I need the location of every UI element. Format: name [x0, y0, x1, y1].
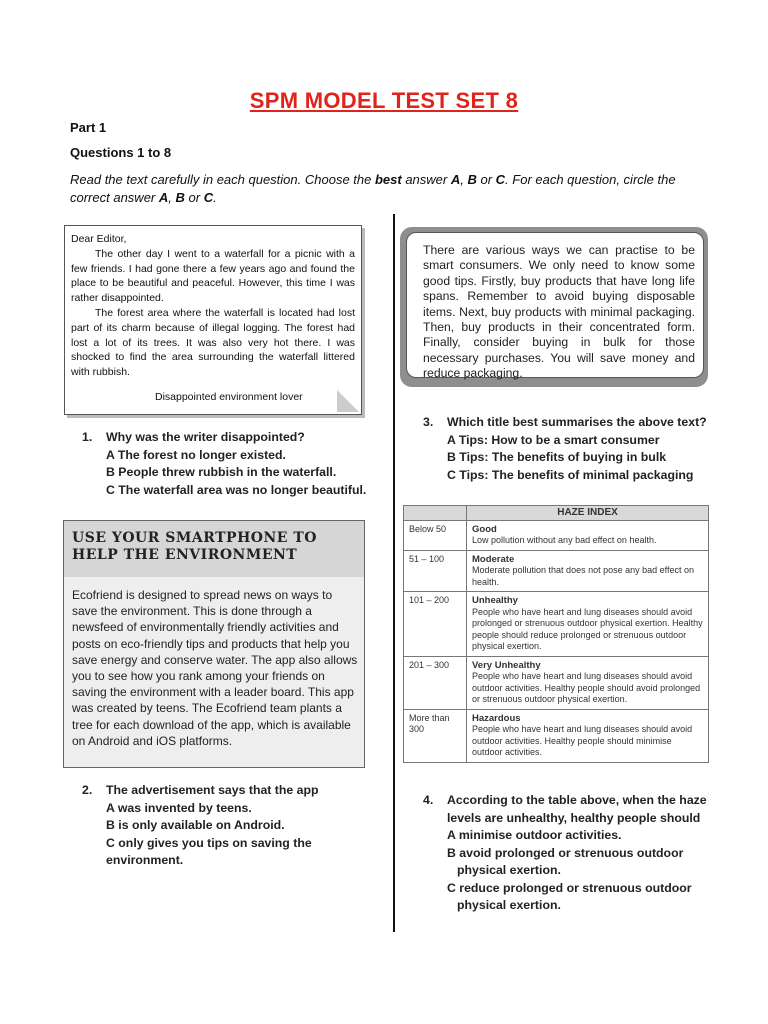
- status-cell: [467, 656, 709, 709]
- option-a[interactable]: A was invented by teens.: [106, 800, 252, 815]
- question-number: 1.: [82, 430, 93, 444]
- question-1: [82, 429, 382, 499]
- table-row: [404, 520, 709, 550]
- option-c[interactable]: C The waterfall area was no longer beautiful.: [106, 482, 367, 497]
- letter-paragraph-2: The forest area where the waterfall is located had lost part of its charm because of illegal logging. The forest had lost a lot of its trees. It was also very hot there. I was shocked to find the area surrounding the waterfall littered with rubbish.: [71, 306, 355, 379]
- question-stem: Which title best summarises the above text?: [447, 415, 707, 429]
- status-description: Moderate pollution that does not pose any bad effect on health.: [472, 565, 694, 587]
- questions-range: Questions 1 to 8: [70, 145, 172, 160]
- page-title: SPM MODEL TEST SET 8: [249, 88, 519, 113]
- instr-or-2: or: [184, 190, 204, 205]
- status-label: Unhealthy: [472, 595, 518, 606]
- instr-option-c2: C: [203, 190, 214, 205]
- smartphone-advert: [63, 520, 365, 768]
- option-c[interactable]: C only gives you tips on saving the environment.: [106, 835, 312, 867]
- range-cell: Below 50: [404, 520, 467, 550]
- status-description: People who have heart and lung diseases should avoid outdoor activities. Healthy people should minimise outdoor activities.: [472, 724, 693, 757]
- status-description: Low pollution without any bad effect on health.: [472, 535, 657, 545]
- option-b[interactable]: [447, 845, 723, 880]
- option-c[interactable]: C Tips: The benefits of minimal packaging: [447, 467, 694, 482]
- instr-option-a: A: [450, 172, 461, 187]
- status-cell: [467, 520, 709, 550]
- advert-heading-line-1: USE YOUR SMARTPHONE TO: [72, 530, 317, 546]
- letter-signature: Disappointed environment lover: [155, 390, 303, 403]
- column-divider: [393, 214, 395, 932]
- table-heading: HAZE INDEX: [467, 506, 709, 521]
- tips-text: There are various ways we can practise to be smart consumers. We only need to know some good tips. Firstly, buy products that have long life spans. Remember to avoid buying disposable items. Next, buy products with minimal packaging. Then, buy products in their concentrated form. Finally, consider buying in bulk for those necessary purchases. You will save money and reduce packaging.: [423, 243, 695, 381]
- table-header-row: [404, 506, 709, 521]
- status-description: People who have heart and lung diseases should avoid prolonged or strenuous outdoor physical exertion. Healthy people should reduce prolonged or strenuous outdoor physical exertion.: [472, 606, 703, 651]
- part-label: Part 1: [70, 120, 107, 135]
- table-row: [404, 709, 709, 762]
- option-b-line-2: physical exertion.: [457, 863, 561, 877]
- instr-text-1: Read the text carefully in each question. Choose the: [70, 172, 375, 187]
- instr-best: best: [374, 172, 402, 187]
- status-label: Moderate: [472, 553, 515, 565]
- table-corner: [404, 506, 467, 521]
- instr-text-3: . For each question, circle the correct answer: [70, 172, 676, 205]
- consumer-tips-box: [400, 227, 710, 390]
- instr-end: .: [213, 190, 217, 205]
- advert-heading-line-2: HELP THE ENVIRONMENT: [72, 547, 298, 563]
- letter-note: [64, 225, 366, 417]
- question-stem: The advertisement says that the app: [106, 783, 319, 797]
- instr-comma-1: ,: [460, 172, 468, 187]
- question-2: [82, 782, 392, 870]
- question-number: 2.: [82, 783, 93, 797]
- status-cell: [467, 709, 709, 762]
- instructions: [70, 171, 690, 207]
- table-row: [404, 550, 709, 592]
- option-b[interactable]: B is only available on Android.: [106, 818, 285, 832]
- status-cell: [467, 592, 709, 657]
- option-a[interactable]: A Tips: How to be a smart consumer: [447, 432, 660, 447]
- letter-greeting: Dear Editor,: [71, 233, 127, 245]
- tips-box-frame: [400, 227, 708, 387]
- option-b[interactable]: B People threw rubbish in the waterfall.: [106, 465, 337, 479]
- option-c-line-1: C reduce prolonged or strenuous outdoor: [447, 880, 692, 895]
- instr-option-a2: A: [158, 190, 169, 205]
- table-row: [404, 656, 709, 709]
- question-3: [423, 414, 723, 484]
- letter-paper: [64, 225, 362, 415]
- question-4: [423, 792, 723, 915]
- question-stem: According to the table above, when the haze levels are unhealthy, healthy people should: [447, 793, 707, 825]
- haze-index-table: [403, 505, 709, 763]
- instr-text-2: answer: [401, 172, 451, 187]
- status-cell: [467, 550, 709, 592]
- range-cell: 201 – 300: [404, 656, 467, 709]
- range-cell: More than 300: [404, 709, 467, 762]
- option-a[interactable]: A The forest no longer existed.: [106, 447, 286, 462]
- tips-box-panel: [406, 232, 704, 381]
- instr-option-b: B: [467, 172, 477, 187]
- option-b-line-1: B avoid prolonged or strenuous outdoor: [447, 845, 684, 860]
- question-number: 4.: [423, 793, 434, 807]
- letter-paragraph-1: The other day I went to a waterfall for a picnic with a few friends. I had gone there a few years ago and found the place to be beautiful and peaceful. However, this time I was rather disappointed.: [71, 247, 355, 305]
- option-a[interactable]: A minimise outdoor activities.: [447, 828, 622, 842]
- option-b[interactable]: B Tips: The benefits of buying in bulk: [447, 450, 667, 464]
- option-c-line-2: physical exertion.: [457, 898, 561, 912]
- instr-option-c: C: [495, 172, 506, 187]
- page-fold-corner: [337, 390, 359, 412]
- status-label: Hazardous: [472, 712, 521, 724]
- range-cell: 101 – 200: [404, 592, 467, 657]
- instr-comma-2: ,: [168, 190, 176, 205]
- question-stem: Why was the writer disappointed?: [106, 430, 305, 444]
- question-number: 3.: [423, 415, 434, 429]
- advert-body: Ecofriend is designed to spread news on ways to save the environment. This is done through a newsfeed of environmentally friendly activities and posts on eco-friendly tips and products that help you save energy and conserve water. The app also allows you to see how you rank among your friends on saving the environment with a leader board. This app was created by teens. The Ecofriend team plants a tree for each download of the app, which is available on Android and iOS platforms.: [72, 588, 358, 748]
- advert-heading: [72, 530, 317, 564]
- status-label: Very Unhealthy: [472, 659, 541, 671]
- instr-or-1: or: [476, 172, 496, 187]
- table-row: [404, 592, 709, 657]
- instr-option-b2: B: [175, 190, 185, 205]
- option-c[interactable]: [447, 880, 723, 915]
- range-cell: 51 – 100: [404, 550, 467, 592]
- status-label: Good: [472, 523, 497, 535]
- status-description: People who have heart and lung diseases should avoid outdoor activities. Healthy people should avoid prolonged or strenuous outdoor physical exertion.: [472, 671, 701, 704]
